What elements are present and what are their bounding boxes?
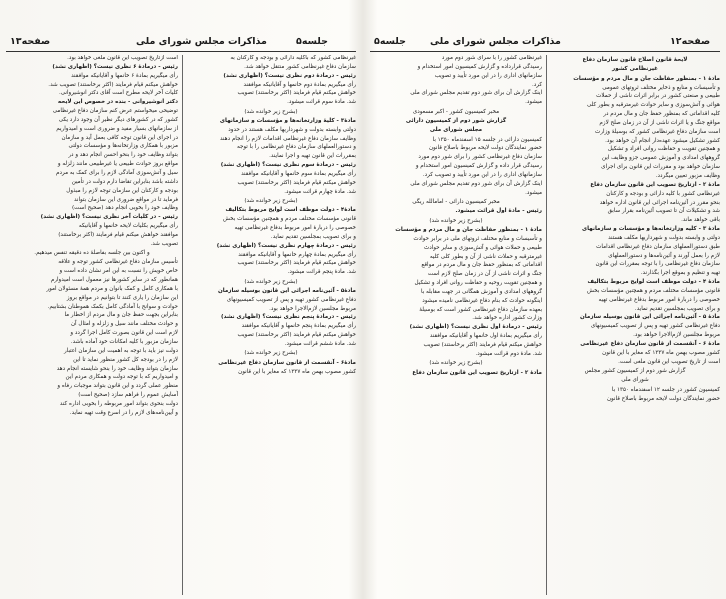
- heading-line: مجلس شورای ملی: [429, 127, 483, 134]
- text-line: رسیدگی قرار داده و گزارش کمیسیون امور استخدام و: [415, 163, 542, 170]
- text-line: سیل و آتش‌سوزی آمادگی لازم را برای کمک به مردم: [56, 169, 178, 176]
- text-line: دولت نیز باید با توجه به اهمیت این سازمان اعتبار: [63, 347, 178, 354]
- heading-line: رئیس - درمادهٔ سوم نظری نیست؟ (اظهاری نشد): [220, 162, 356, 169]
- text-line: طبیعی و حملات هوائی و آتش‌سوزی و سایر حوادث: [423, 244, 542, 251]
- text-line: میشود.: [525, 189, 542, 196]
- text-line: مخبر کمیسیون دارائی - امامالله ریگی: [412, 199, 500, 205]
- heading-line: مادهٔ۳ - کلیهٔ وزارتخانه‌ها و مؤسسات و سازمانهای: [219, 117, 356, 124]
- text-line: شد. مادهٔ ششم قرائت میشود.: [284, 341, 356, 347]
- heading-line: مادهٔ ۳ - کلیه وزارتخانه‌ها و مؤسسات و سازمانهای: [581, 226, 720, 233]
- heading-line: رئیس - درمادهٔ پنجم نظری نیست؟ (اظهاری نشد): [221, 314, 356, 321]
- text-line: رأی میگیریم بمادهٔ اول خانمها و آقایانیکه موافقند: [429, 333, 542, 340]
- text-line: منظور عملی گردد و این قانون بتواند موجبات رفاه و: [57, 383, 178, 390]
- text-line: خواهش میکنم قیام فرمایند (اکثر برخاستند) تصویب: [237, 332, 356, 339]
- heading-line: دکتر انوشیروانی - بنده در خصوص این لایحه: [57, 99, 178, 106]
- text-line: سازمان دفاع غیرنظامی را با توجه بمقررات این قانون: [595, 261, 720, 268]
- text-line: جنگ و اثرات ناشی از آن در زمان صلح لازم است: [427, 271, 542, 278]
- text-line: باقی خواهد ماند.: [681, 217, 720, 224]
- text-line: دولت بنحوی بتواند امور مربوطه را بخوبی اداره کند: [59, 400, 178, 407]
- text-line: رأی میگیریم بمادهٔ سوم خانمها و آقایانیکه موافقند: [241, 170, 356, 177]
- text-line: مزبور با همکاری وزارتخانه‌ها و مؤسسات دولتی: [68, 143, 178, 150]
- text-line: گروههای امدادی و آموزش عمومی جزو وظایف این: [601, 155, 720, 162]
- text-line: خواهش میکنم قیام فرمایند (اکثر برخاستند) تصویب: [423, 342, 542, 348]
- text-line: لازم را بعمل آورند و آئین‌نامه‌ها و دستورالعملهای: [608, 252, 720, 259]
- text-line: مربوط مجلسین لازم‌الاجرا خواهد بود.: [633, 332, 720, 339]
- text-line: بمقررات این قانون تهیه و اجرا نمایند.: [269, 153, 356, 160]
- heading-line: مادهٔ ۶ - آنقسمت از قانون سازمان دفاع غیرنظامی: [580, 341, 720, 347]
- text-line: بنابراین بجهت حفظ جان و مال مردم از اخطار ما: [64, 312, 178, 319]
- text-line: خواهش میکنم قیام فرمایند (اکثر برخاستند) تصویب: [237, 90, 356, 97]
- text-line: مخبر کمیسیون کشور - اکبر مسعودی: [412, 108, 500, 115]
- text-line: (بشرح زیر خوانده شد): [429, 360, 483, 367]
- text-line: با همکاری کامل و کمک بانوان و مردم همهٔ مسئولان امور: [46, 285, 178, 292]
- text-line: غیرمترقبه و حملات ناشی از آن و بطور کلی کلیه: [429, 253, 542, 260]
- text-line: است ازتاریخ تصویب این قانون ملغی خواهد بود.: [67, 55, 178, 61]
- text-line: غیرنظامی کشور را با سرای شور دوم مورد: [441, 55, 542, 61]
- text-column-left: [6, 55, 178, 595]
- text-line: همانطور که در سایر کشورها نیز معمول است امیدوارم: [50, 277, 178, 284]
- text-line: اینگونه حوادث که بنام دفاع غیرنظامی نامیده میشود: [422, 297, 542, 304]
- text-line: است از تاریخ تصویب این قانون ملغی است.: [618, 358, 720, 365]
- heading-line: مادهٔ ۵ - آئین‌نامه اجرائی این قانون بوسیله سازمان: [580, 314, 720, 321]
- text-line: این سازمان را یاری کنند تا بتوانیم در مواقع بروز: [66, 294, 178, 301]
- text-line: قانونی مؤسسات مختلف مردم و همچنین مؤسسات بخش: [587, 287, 720, 294]
- text-line: مواقع جنگ و یا اثرات ناشی از آن در زمان صلح لازم: [599, 119, 720, 126]
- text-line: و همچنین تقویت و حفاظت روانی افراد و تشکیل: [607, 146, 720, 153]
- text-line: حوادث و سوانح با آمادگی کامل بکمک هموطنان بشتابیم.: [47, 303, 178, 310]
- text-line: داشته باشد بنابراین تقاضا دارم دولت در تأمین: [71, 178, 178, 185]
- text-line: مواقع بروز حوادث طبیعی یا غیرطبیعی مانند زلزله و: [57, 161, 178, 168]
- text-line: کشور تشکیل میشود عهده‌دار انجام آن خواهد بود.: [605, 137, 720, 144]
- page-12: [364, 0, 726, 599]
- heading-line: مادهٔ ۱ - بمنظور حفاظت جان و مال مردم و مؤسسات: [573, 75, 720, 82]
- text-line: (بشرح زیر خوانده شد): [244, 108, 298, 115]
- text-line: کشور مصوب بهمن ماه ۱۳۳۷ که مغایر با این قانون: [238, 368, 356, 375]
- text-line: غیرنظامی کشور که باکلیه دارائی و بودجه و کارکنان به: [230, 55, 356, 61]
- text-line: رأی میگیریم بمادهٔ ۶ خانمها و آقایانیکه موافقند: [71, 72, 178, 79]
- page-13: [0, 0, 362, 599]
- text-column-left: [370, 55, 542, 595]
- text-line: رسیدگی قرارداده و گزارش کمیسیون امور استخدام و: [417, 63, 542, 70]
- session-label: جلسه۵: [374, 36, 406, 47]
- text-line: رأی میگیریم بمادهٔ دوم خانمها و آقایانیکه موافقند: [243, 81, 356, 88]
- text-line: بتواند وظایف خود را بنحو احسن انجام دهد و در: [68, 152, 178, 159]
- text-line: شد. مادهٔ سوم قرائت میشود.: [287, 99, 356, 106]
- heading-line: مادهٔ۶ - آنقسمت از قانون سازمان دفاع غیرنظامی: [218, 359, 356, 366]
- text-line: کشور مصوب بهمن ماه ۱۳۳۷ که مغایر با این قانون: [602, 349, 720, 356]
- text-line: کمیسیون کشور در جلسه ۱۲ اسفندماه ۱۳۵۰ با: [611, 386, 720, 393]
- text-line: خصوصی را دربارهٔ امور مربوط بدفاع غیرنظامی تهیه: [234, 225, 356, 232]
- text-line: شورای ملی: [621, 377, 649, 384]
- text-line: و برای تصویب بمجلسین تقدیم نماید.: [270, 233, 356, 240]
- text-line: رأی میگیریم بکلیات لایحه خانمها و آقایانیکه: [78, 223, 178, 230]
- text-line: دولتی و وابسته بدولت و شهرداریها مکلف هستند: [608, 234, 720, 241]
- text-line: (بشرح زیر خوانده شد): [429, 217, 483, 224]
- text-line: کشور که در کشورهای دیگر نظیر آن وجود دارد یکی: [58, 116, 178, 123]
- text-line: (بشرح زیر خوانده شد): [244, 350, 298, 357]
- text-line: آسایش عموم را فراهم سازد (صحیح است): [78, 392, 178, 399]
- text-line: سازمانهای اداری را در این مورد تأیید و تصویب: [434, 72, 542, 79]
- heading-line: رئیس - درمادهٔ اول نظری نیست؟ (اظهاری نشد): [409, 324, 542, 331]
- text-line: سازمان دفاع غیرنظامی کشور منتقل خواهد شد.: [244, 63, 356, 70]
- column-divider: [546, 55, 547, 595]
- text-line: وظایف سازمان دفاع غیرنظامی اقدامات لازم را انجام دهند: [220, 135, 356, 142]
- text-line: و تأسیسات و منابع مختلف ثروتهای ملی در برابر حوادث: [413, 235, 542, 242]
- heading-line: رئیس - در کلیات آخر نظری نیست؟ (اظهاری نشد): [40, 214, 178, 221]
- heading-line: مادهٔ۵ - آئین‌نامه اجرائی این قانون بوسیله سازمان: [217, 287, 356, 294]
- text-line: وزارت کشور اداره خواهد شد.: [472, 315, 542, 322]
- text-line: توضیحی میخواستم عرض کنم سازمان دفاع غیرنظامی: [52, 108, 178, 115]
- heading-line: لایحهٔ قانون اصلاح قانون سازمان دفاع: [582, 57, 688, 63]
- heading-line: مادهٔ۴ - دولت موظف است لوایح مربوط بتکالیف: [225, 207, 356, 214]
- text-line: لازم را در بودجه کل کشور منظور نماید تا این: [73, 356, 178, 363]
- text-line: و امیدواریم که با توجه دولت و همکاری مردم این: [65, 374, 178, 381]
- text-line: فرماید تا در مواقع ضروری این سازمان بتواند: [73, 196, 178, 203]
- text-line: در اجرای این قانون توجه کافی بعمل آید و سازمان: [61, 134, 178, 141]
- text-line: خواهش میکنم قیام فرمایند (اکثر برخاستند) تصویب: [237, 260, 356, 267]
- text-line: غیرنظامی کشور با کلیه دارائی و بودجه و کارکنان: [606, 190, 720, 197]
- text-line: دفاع غیرنظامی کشور تهیه و پس از تصویب کمیسیونهای: [226, 296, 356, 303]
- text-line: شد. مادهٔ پنجم قرائت میشود.: [287, 269, 356, 276]
- text-line: کرد.: [531, 81, 542, 88]
- text-line: قانونی مؤسسات مختلف مردم و همچنین مؤسسات بخش: [223, 216, 356, 223]
- heading-line: غیرنظامی کشور: [612, 66, 658, 73]
- text-line: اینک گزارش آن برای شور دوم تقدیم مجلس شورای ملی: [410, 180, 542, 187]
- text-line: است سازمان دفاع غیرنظامی کشور که بوسیلهٔ وزارت: [595, 128, 720, 135]
- text-line: و تأسیسات و منابع و ذخایر مختلف ثروتهای عمومی: [602, 84, 720, 91]
- text-line: خصوصی را دربارهٔ امور مربوط بدفاع غیرنظامی تهیه: [598, 296, 720, 303]
- column-divider: [182, 55, 183, 595]
- text-column-right: [186, 55, 356, 595]
- text-line: تصویب شد.: [150, 240, 178, 247]
- text-line: سازمان مزبور با کلیه امکانات خود آماده باشد.: [70, 339, 178, 345]
- text-line: گروههای امدادی و آموزش همگانی در جهت مقابله با: [421, 288, 542, 295]
- text-line: طبیعی و صنعتی کشور در برابر اثرات ناشی از حملات: [596, 93, 720, 100]
- text-line: حضور نمایندگان دولت لایحه مربوط باصلاح قانون: [428, 145, 542, 152]
- heading-line: رئیس - درمادهٔ دوم نظری نیست؟ (اظهاری نشد): [223, 72, 356, 79]
- text-line: تأسیس سازمان دفاع غیرنظامی کشور توجه و علاقه: [58, 259, 178, 266]
- text-line: سازمانهای اداری را در این مورد تأیید و تصویب کرد.: [422, 171, 542, 178]
- text-line: سازمان بتواند وظایف خود را بنحو شایسته انجام دهد: [56, 365, 178, 372]
- text-line: تهیه و تنظیم و بموقع اجرا بگذارند.: [640, 270, 720, 277]
- page-title: مذاکرات مجلس شورای ملی: [136, 36, 267, 47]
- text-line: مربوط مجلسین لازم‌الاجرا خواهد بود.: [269, 305, 356, 312]
- page-header: [6, 35, 356, 52]
- session-label: جلسه۵: [296, 36, 328, 47]
- heading-line: مادهٔ ۲ - ازتاریخ تصویب این قانون سازمان دفاع: [412, 369, 542, 376]
- text-line: بودجه و کارکنان این سازمان توجه لازم را مبذول: [66, 187, 178, 194]
- text-line: سازمان خواهد بود و مقررات این قانون برای اجرای: [601, 164, 720, 171]
- text-line: بعهده سازمان دفاع غیرنظامی کشور است که بوسیلهٔ: [419, 306, 542, 313]
- text-line: بنحو مقرر در آئین‌نامه اجرائی این قانون اداره خواهد: [599, 199, 720, 206]
- text-line: کلیات آخر لایحه مطرح است آقای دکتر انوشیروانی.: [58, 90, 178, 97]
- text-line: گزارش شور دوم از کمیسیون کشور مجلس: [584, 368, 686, 375]
- text-line: خواهش میکنم قیام فرمایند (اکثر برخاستند) تصویب شد.: [48, 81, 178, 88]
- text-line: و اکنون بین جلسه بفاصلهٔ ده دقیقه تنفس میدهیم.: [34, 250, 150, 257]
- text-line: (بشرح زیر خوانده شد): [244, 198, 298, 204]
- text-line: شد. مادهٔ چهارم قرائت میشود.: [284, 188, 356, 195]
- page-header: [370, 35, 720, 52]
- heading-line: رئیس - مادهٔ اول قرائت میشود.: [455, 208, 542, 215]
- text-column-right: [550, 55, 720, 595]
- page-title: مذاکرات مجلس شورای ملی: [430, 36, 561, 47]
- text-line: هوائی و آتش‌سوزی و سایر حوادث غیرمترقبه و بطور کلی: [586, 102, 720, 109]
- text-line: و برای تصویب بمجلسین تقدیم نماید.: [634, 305, 720, 312]
- heading-line: مادهٔ ۱ - بمنظور حفاظت جان و مال مردم و مؤسسات: [395, 227, 542, 234]
- text-line: از سازمانهای بسیار مفید و ضروری است و امیدواریم: [56, 125, 178, 132]
- text-line: میشود.: [525, 99, 542, 106]
- text-line: رأی میگیریم بمادهٔ پنجم خانمها و آقایانیکه موافقند: [241, 323, 356, 330]
- text-line: خواهش میکنم قیام فرمایند (اکثر برخاستند) تصویب: [237, 179, 356, 186]
- text-line: حضور نمایندگان دولت لایحه مربوط باصلاح قانون: [606, 395, 720, 402]
- text-line: و همچنین تقویت روحیه و حفاظت روانی افراد و تشکیل: [414, 280, 542, 287]
- text-line: موافقند خواهش میکنم قیام فرمایند (اکثر برخاستند): [58, 231, 178, 238]
- text-line: خاص خویش را نسبت به این امر نشان داده است و: [59, 268, 178, 275]
- heading-line: مادهٔ ۴ - دولت موظف است لوایح مربوط بتکالیف: [587, 279, 720, 286]
- text-line: دفاع غیرنظامی کشور تهیه و پس از تصویب کمیسیونهای: [590, 323, 720, 330]
- text-line: (بشرح زیر خوانده شد): [244, 278, 298, 285]
- page-number: صفحه۱۲: [670, 36, 711, 47]
- text-line: شد. مادهٔ دوم قرائت میشود.: [475, 350, 542, 357]
- text-line: و حوادث مختلف مانند سیل و زلزله و امثال آن: [70, 321, 178, 328]
- text-line: سازمان دفاع غیرنظامی کشور را برای شور دوم مورد: [418, 154, 542, 161]
- text-line: وظایف خود را بخوبی انجام دهد (صحیح است): [71, 205, 178, 212]
- text-line: شد و تشکیلات آن تا تصویب آئین‌نامه بقرار سابق: [607, 208, 720, 215]
- text-line: لازم است این قانون بصورت کامل اجرا گردد و: [70, 330, 178, 337]
- page-number: صفحه۱۳: [10, 36, 51, 47]
- heading-line: رئیس - درمادهٔ ۶ نظری نیست؟ (اظهاری نشد): [52, 63, 178, 70]
- text-line: کلیه اقداماتی که بمنظور حفظ جان و مال مردم در: [603, 111, 720, 118]
- text-line: دولتی وابسته بدولت و شهرداریها مکلف هستند در حدود: [228, 126, 356, 133]
- text-line: کمیسیون دارائی در جلسه ۱۵ اسفندماه ۱۳۵۰ با: [432, 136, 542, 143]
- heading-line: رئیس - درمادهٔ چهارم نظری نیست؟ (اظهاری نشد): [216, 242, 356, 249]
- text-line: رأی میگیریم بمادهٔ چهارم خانمها و آقایانیکه موافقند: [238, 251, 356, 258]
- heading-line: گزارش شور دوم از کمیسیون دارائی: [405, 117, 507, 124]
- text-line: طبق دستورالعملهای سازمان دفاع غیرنظامی اقدامات: [596, 243, 720, 250]
- text-line: و دستورالعملهای سازمان دفاع غیرنظامی را با توجه: [236, 144, 356, 151]
- text-line: اینک گزارش آن برای شور دوم تقدیم مجلس شورای ملی: [410, 90, 542, 97]
- text-line: اقداماتی که بمنظور حفظ جان و مال مردم در مواقع: [421, 262, 542, 269]
- text-line: و آیین‌نامه‌های لازم را در اسرع وقت تهیه نماید.: [69, 409, 178, 416]
- text-line: وظایف مزبور تعیین میگردد.: [655, 172, 720, 179]
- heading-line: مادهٔ ۲ - ازتاریخ تصویب این قانون سازمان دفاع: [590, 181, 720, 188]
